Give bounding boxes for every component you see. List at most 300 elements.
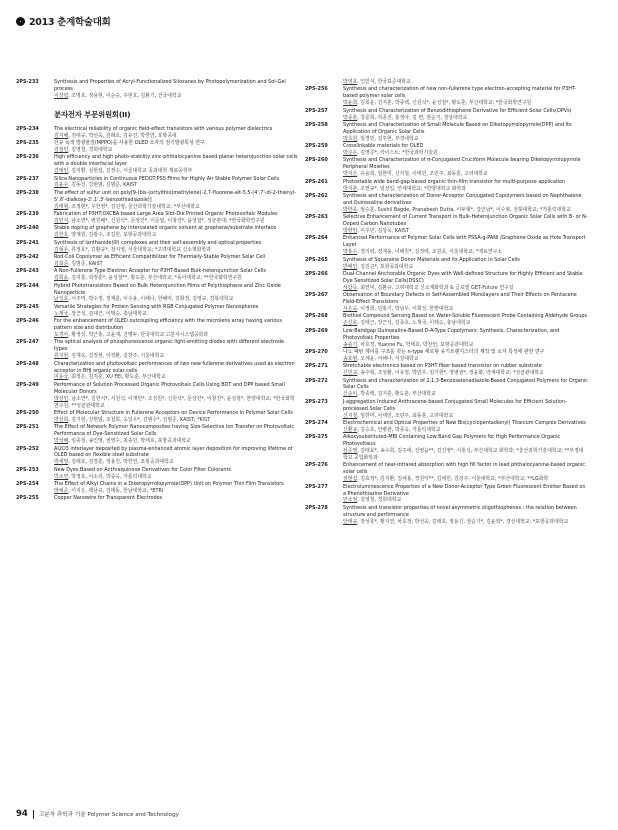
co-authors-affiliation: , 박종백, 김지훈, 황도훈, 부산대학교 [357, 391, 436, 398]
poster-authors [343, 427, 588, 434]
poster-body [54, 495, 299, 502]
poster-id: 2PS-250 [16, 409, 39, 416]
poster-title: Synthesis and transistor properties of novel asymmetric oligothiophenes : the relation between structure and performance [343, 504, 577, 518]
poster-authors [54, 374, 299, 381]
presenting-author: 심현섭 [343, 476, 358, 483]
presenting-author: 도경아 [54, 332, 69, 338]
poster-entry [305, 505, 588, 526]
poster-entry [305, 122, 588, 143]
poster-authors [343, 228, 588, 235]
poster-entry [305, 420, 588, 434]
poster-title: 나노 패턴 제어를 구조를 갖는 n-type 세로형 유기트랜지스터의 제작 및 소자 특성에 관한 연구 [343, 348, 545, 355]
presenting-author: 박세영 [54, 459, 69, 466]
poster-body [54, 176, 299, 190]
presenting-author: 신지철 [343, 412, 358, 419]
presenting-author: 박지훈 [343, 185, 358, 192]
poster-title: The electrical reliability of organic field-effect transistors with various polymer dielectrics [54, 125, 273, 132]
poster-title: The Effect of Network Polymer Nanocomposites having Size-Selective Ion Transfer on Photovoltaic Performance of Dye-Sensitized Solar Cells [54, 424, 295, 438]
co-authors-affiliation: , 임한미, 이태민, 조민주, 최동훈, 고려대학교 [357, 412, 454, 419]
poster-id: 2PS-238 [16, 189, 39, 196]
poster-entry [305, 157, 588, 178]
poster-body [343, 86, 588, 107]
poster-entry [16, 481, 299, 495]
poster-title: Silica Nanoparticles in Continuous PEDOT:PSS Films for Highly Air Stable Polymer Solar Cells [54, 175, 280, 182]
poster-title: New Dyes Based on Anthraquinone Derivatives for Color Filter Colorants [54, 466, 231, 473]
presenting-author: 박초원 [343, 135, 358, 142]
poster-authors [54, 417, 299, 424]
poster-title: Effect of Molecular Structure in Fullerene Acceptors on Device Performance in Polymer Solar Cells [54, 409, 293, 416]
poster-id: 2PS-258 [305, 121, 328, 128]
poster-authors [343, 264, 588, 271]
poster-authors [343, 519, 588, 526]
poster-title: A Non-Fullerene Type Electron Acceptor for P3HT-Based Bulk-heterojunction Solar Cells [54, 268, 266, 275]
poster-body [54, 79, 299, 100]
co-authors-affiliation: , 김태근, 장근석, 김종호, 노재국, 이택승, 충남대학교 [357, 320, 471, 327]
presenting-author: 박영호 [343, 79, 358, 85]
poster-authors [343, 391, 588, 398]
poster-title: Synthesis and Characterization of π-Conjugated Cruciform Molecule bearing Diketopyrrolopyrrole Peripheral Moieties [343, 157, 581, 171]
poster-body [343, 328, 588, 349]
poster-body [343, 143, 588, 157]
poster-id: 2PS-244 [16, 282, 39, 289]
poster-body [343, 399, 588, 420]
poster-title: Low-Bandgap Quinoxaline-Based D-A-Type Copolymers: Synthesis, Characterization, and Photovoltaic Properties [343, 327, 560, 341]
presenting-author: 노재국 [54, 310, 69, 317]
poster-authors [343, 100, 588, 107]
co-authors-affiliation: , 김범준, KAIST [68, 260, 103, 267]
presenting-author: 박지은 [343, 171, 358, 178]
presenting-author: 반배민 [343, 263, 358, 270]
poster-body [54, 304, 299, 318]
poster-body [343, 292, 588, 313]
poster-entry [16, 254, 299, 268]
presenting-author: 김한호 [54, 232, 69, 239]
co-authors-affiliation: , 김영철, 경희대학교 [357, 497, 402, 504]
poster-entry [305, 484, 588, 505]
poster-body [54, 361, 299, 382]
presenting-author: 김지혜 [54, 132, 69, 139]
poster-authors [343, 285, 588, 292]
presenting-author: 김민식 [54, 218, 69, 224]
poster-authors [343, 171, 588, 178]
poster-authors [54, 396, 299, 410]
poster-authors [54, 232, 299, 239]
co-authors-affiliation: , 이지은, 백남규, 김태동, 한남대학교; *ETRI [68, 487, 164, 494]
poster-authors [54, 275, 299, 282]
poster-body [54, 254, 299, 268]
co-authors-affiliation: , 강문희, 허종진, 홍정아, 김 련, 권순기, 경상대학교 [357, 114, 468, 121]
poster-entry [16, 225, 299, 239]
poster-authors [343, 476, 588, 483]
poster-title: Copper Nanowire for Transparent Electrodes [54, 495, 163, 502]
co-authors-affiliation: , 김지훈, 곽정훈*, 윤성철**, 황도훈, 부산대학교; *동아대학교; **한국화학연구원 [68, 275, 242, 282]
presenting-author: 서갑득 [343, 284, 358, 291]
poster-entry [305, 257, 588, 271]
co-authors-affiliation: , 조명호, 정용현, 이순승, 주현호, 김환기, 건국대학교 [68, 92, 182, 99]
presenting-author: 서은숙 [343, 306, 358, 312]
poster-id: 2PS-273 [305, 398, 328, 405]
presenting-author: 신순이 [343, 391, 358, 398]
poster-title: Synthesis and characterization of Donor-Acceptor Conjugated Copolymers based on Naphthalene and Quinoxaline derivatives [343, 193, 582, 206]
presenting-author: 박준우 [343, 150, 358, 157]
poster-id: 2PS-256 [305, 86, 328, 93]
poster-entry [16, 424, 299, 445]
presenting-author: 김희준 [54, 260, 69, 267]
poster-entry [16, 154, 299, 175]
poster-id: 2PS-246 [16, 318, 39, 325]
poster-body [54, 140, 299, 154]
poster-body [343, 79, 588, 86]
poster-entry [16, 467, 299, 481]
poster-entry [305, 86, 588, 107]
conference-title: 2013 춘계학술대회 [29, 17, 111, 28]
presenting-author: 안태규 [343, 518, 358, 525]
poster-title: Alkoxysubstituted-MBI Containing Low Band Gap Polymers for High Performance Organic Photovoltaics [343, 434, 561, 448]
poster-authors [343, 79, 588, 86]
poster-entry [16, 126, 299, 140]
co-authors-affiliation: , 임종철, 송인영, 권영수, 최종민, 박태호, 포항공과대학교 [68, 438, 191, 445]
poster-authors [54, 147, 299, 154]
co-authors-affiliation: , 김승호, 안병관, 박종옥, 가톨릭대학교 [357, 426, 441, 433]
poster-body [54, 410, 299, 424]
poster-body [54, 318, 299, 339]
poster-authors [54, 459, 299, 466]
poster-entry [16, 283, 299, 304]
poster-id: 2PS-276 [305, 462, 328, 469]
program-listing [16, 79, 588, 799]
poster-authors [343, 207, 588, 214]
poster-title: Synthesis and characterization of new non-fullerene type electron-accepting material for P3HT-based polymer solar cells [343, 86, 577, 100]
co-authors-affiliation: , 정의력, 정재용, 이해원*, 김경태, 조원호, 서울대학교; *재료연구소 [357, 249, 503, 256]
poster-entry [16, 382, 299, 410]
poster-title: Rod-Coil Copolymer as Efficient Compatibilizer for Thermally-Stable Polymer Solar Cell [54, 254, 266, 261]
co-authors-affiliation: , 서주역, 박수정, 정재훈, 이수용, 이해나, 한혜미, 김화정, 김영규, 경북대학교 [68, 296, 234, 303]
co-authors-affiliation: , 김지환, 심현섭, 김정수, 서울대학교 공과대학 재료공학부 [68, 168, 193, 175]
presenting-author: 신민교 [343, 370, 358, 377]
poster-authors [54, 247, 299, 254]
poster-entry [16, 190, 299, 211]
poster-title: Electroluminescence Properties of a New Donor-Acceptor Type Green Fluorescent Emitter Based on a Phenothiazine Derivative [343, 483, 586, 497]
poster-id: 2PS-242 [16, 254, 39, 261]
section-heading: 분자전자 부문위원회(II) [54, 109, 131, 119]
poster-body [54, 268, 299, 282]
poster-id: 2PS-251 [16, 424, 39, 431]
poster-authors [343, 249, 588, 256]
poster-id: 2PS-275 [305, 434, 328, 441]
co-authors-affiliation: , 김기현, 강현범, 조철희, 옥일우*, 김범수*, 김범준, KAIST; *KIST [68, 416, 211, 423]
co-authors-affiliation: , 장성훈*, 황지연, 차호정, 박선욱, 김래호, 정용진, 권순기*, 김윤희*, 경상대학교; *포항공과대학교 [357, 518, 569, 525]
co-authors-affiliation: , 김영준*, 카이스트; *한국과학기술원 [357, 150, 438, 157]
page-number: 94 [16, 809, 28, 819]
poster-authors [54, 296, 299, 303]
poster-entry [16, 268, 299, 282]
co-authors-affiliation: , 김희윤, 김지훈, 박종백, 신원석*, 윤성철*, 황도훈, 부산대학교; *한국화학연구원 [357, 100, 532, 107]
poster-entry [16, 304, 299, 318]
poster-entry [305, 349, 588, 363]
poster-title: Photostable wide band-gap based organic thin-film transistor for multi-purpose application [343, 178, 566, 185]
poster-authors [343, 306, 588, 313]
poster-body [54, 446, 299, 467]
poster-title: Versatile Strategies for Protein Sensing with RGB Conjugated Polymer Nanospheres [54, 303, 259, 310]
poster-entry [305, 79, 588, 86]
co-authors-affiliation: , 송주혁, 조성환, 이유정, 박민우, 임기현*, 정병권*, 정윤화, 연세대학교; *성균관대학교 [357, 370, 544, 377]
poster-title: Crosslinkable materials for OLED [343, 143, 424, 150]
poster-title: High efficiency and high photo-stability zinc-phthalocyanine based planar heterojunction solar cells with a double interfacial layer [54, 154, 298, 168]
presenting-author: 미동국 [54, 374, 69, 381]
poster-id: 2PS-247 [16, 339, 39, 346]
poster-entry [305, 235, 588, 256]
co-authors-affiliation: , 최언덕, 김환규, 고려대학교 신소재화학과 & 글로벌 GET-Future 연구실 [357, 284, 514, 291]
presenting-author: 김형우 [54, 246, 69, 253]
poster-entry [16, 140, 299, 154]
presenting-author: 박한욱 [343, 206, 358, 213]
poster-title: Enhancement of near-infrared absorption with high fill factor in lead phthalocyanine-based organic solar cells [343, 462, 586, 476]
poster-id: 2PS-257 [305, 107, 328, 114]
poster-body [54, 382, 299, 410]
poster-entry [305, 462, 588, 483]
poster-entry [305, 399, 588, 420]
presenting-author: 김태형 [54, 203, 69, 210]
poster-id: 2PS-262 [305, 193, 328, 199]
presenting-author: 박성혜 [54, 438, 69, 445]
poster-id: 2PS-265 [305, 256, 328, 263]
presenting-author: 류지현 [54, 353, 69, 360]
presenting-author: 신환규 [343, 426, 358, 433]
co-authors-affiliation: , 엄승훈, Sushil Bagde, Pranabesh Dutta, 이두형*, 강인남*, 이수형, 전북대학교; *가톨릭대학교 [357, 206, 571, 213]
poster-id: 2PS-267 [305, 292, 328, 299]
poster-title: J-aggregation Induced Anthracene-based Conjugated Small Molecules for Efficient Solution-processed Solar Cells [343, 398, 567, 412]
poster-entry [305, 214, 588, 235]
co-authors-affiliation: , 최정은, 김지훈, XU FEI, 황도훈, 부산대학교 [68, 374, 166, 381]
poster-body [343, 420, 588, 434]
poster-title: Synthesis of Squaraine Donor Materials and its Application in Solar Cells [343, 256, 520, 263]
poster-body [343, 122, 588, 143]
poster-entry [16, 240, 299, 254]
poster-body [343, 484, 588, 505]
poster-title: Performance of Solution Processed Organic Photovoltaic Cells Using BDT and DPP based Small Molecular Donors [54, 381, 285, 395]
poster-id: 2PS-241 [16, 239, 39, 246]
poster-id: 2PS-243 [16, 268, 39, 275]
poster-authors [54, 182, 299, 189]
right-column [305, 79, 588, 799]
poster-entry [305, 143, 588, 157]
page-header [16, 14, 111, 28]
presenting-author: 손신호 [343, 320, 358, 327]
poster-authors [54, 311, 299, 318]
footer-divider [33, 810, 34, 819]
co-authors-affiliation: , 류정호*, 김환규*, 장지영, 서울대학교; *고려대학교 신소재화학과 [68, 246, 211, 253]
page-footer [16, 809, 179, 819]
co-authors-affiliation: , 이주민, 김상욱, KAIST [357, 228, 409, 235]
poster-title: Al2O3 interlayer deposited by plasma-enhanced atomic layer deposition for improving lifetime of OLED based on flexible steel substrate [54, 445, 293, 459]
poster-title: Synthesis and Characterization of Benzodithiophene Derivative for Efficient Solar Cells(OPVs) [343, 107, 572, 114]
poster-title: Biothiol Compound Sensing Based on Water-Soluble Fluorescent Probe Containing Aldehyde Groups [343, 313, 588, 320]
journal-name: 고분자 과학과 기술 Polymer Science and Technology [38, 812, 179, 818]
co-authors-affiliation: , 전태규, 박선욱, 김래호, 김유진, 박한연, 포항공대 [68, 132, 177, 139]
poster-id: 2PS-263 [305, 214, 328, 221]
poster-authors [54, 133, 299, 140]
poster-body [343, 505, 588, 526]
bullet-circle-icon [16, 17, 25, 26]
poster-id: 2PS-264 [305, 235, 328, 242]
co-authors-affiliation: , 장근석, 김대근, 이택승, 충남대학교 [68, 310, 147, 317]
poster-authors [54, 353, 299, 360]
poster-id: 2PS-274 [305, 420, 328, 426]
poster-title: Stretchable electronics based on P3HT fiber based transistor on rubber substrate [343, 363, 542, 370]
poster-title: Hybrid Phototransistors Based on Bulk Heterojunction Films of Polythiophene and Zinc Oxide Nanoparticle [54, 282, 281, 296]
presenting-author: 박예준 [54, 487, 69, 494]
poster-body [343, 193, 588, 214]
poster-entry [305, 434, 588, 462]
co-authors-affiliation: , 양재원, 김광수, 조길원, 포항공과대학교 [68, 232, 157, 239]
poster-body [343, 434, 588, 462]
poster-body [54, 126, 299, 140]
co-authors-affiliation: , 조정현*, 우한영*, 김진영, 울산과학기술대학교; *부산대학교 [68, 203, 200, 210]
poster-body [343, 179, 588, 193]
poster-authors [54, 488, 299, 495]
poster-authors [343, 115, 588, 122]
presenting-author: 김태민 [54, 168, 69, 175]
co-authors-affiliation: , 박정호, 이소리, 박종옥, 가톨릭대학교 [68, 473, 152, 480]
poster-id: 2PS-261 [305, 178, 328, 185]
poster-title: Synthesis and Properties of Acryl-Functionalized Siloxanes by Photopolymerization and Sol-Gel process [54, 79, 286, 92]
poster-title: For the enhancement of OLED outcoupling efficiency with the microlens array having various pattern size and distribution [54, 318, 282, 332]
poster-body [343, 313, 588, 327]
co-authors-affiliation: , 임경민, 김주현, 부경대학교 [357, 135, 419, 142]
presenting-author: 안소영 [343, 497, 358, 504]
co-authors-affiliation: , 남소연*, 변원배*, 신원석*, 문상진*, 이준엽, 이창진*, 윤성철*, 성균관대; *한국화학연구원 [68, 218, 265, 224]
poster-title: The optical analysis of phosphorescence organic light-emitting diodes with different electrode types [54, 339, 285, 353]
poster-id: 2PS-237 [16, 175, 39, 182]
poster-body [343, 257, 588, 271]
poster-title: Fabrication of P3HT:OXCBA based Large Area Slot-Die Printed Organic Photovoltaic Modules [54, 211, 278, 218]
poster-body [343, 363, 588, 377]
poster-body [343, 157, 588, 178]
poster-title: Observation of Boundary Defects in Self-Assembled Monolayers and Their Effects on Pentacene Field-Effect Transistors [343, 292, 577, 306]
poster-title: The effect of sulfur unit on poly[9-(bis-(octylthio)methylene)-2,7-fluorene-alt-5,5-(4',7'-di-2-thienyl-5',6'-dialkoxy-2',1',3'-benzothiadiazole)] [54, 189, 297, 203]
poster-entry [305, 193, 588, 214]
presenting-author: 박종훈 [343, 114, 358, 121]
poster-id: 2PS-240 [16, 225, 39, 232]
poster-body [343, 108, 588, 122]
poster-entry [16, 318, 299, 339]
poster-authors [54, 93, 299, 100]
poster-id: 2PS-255 [16, 495, 39, 502]
poster-entry [305, 328, 588, 349]
poster-authors [54, 168, 299, 175]
co-authors-affiliation: , 차호정, Yuanne Fu, 박태호, 박찬언, 포항공과대학교 [357, 341, 474, 348]
poster-body [54, 240, 299, 254]
poster-authors [343, 356, 588, 363]
poster-id: 2PS-252 [16, 445, 39, 452]
poster-authors [343, 448, 588, 462]
poster-title: Enhanced Performance of Polymer Solar Cells with PSSA-g-PANI /Graphene Oxide as Hole Transport Layer [343, 235, 586, 249]
poster-body [54, 190, 299, 211]
co-authors-affiliation: , 김효정*, 김지환, 김세용, 정원익**, 김태민, 김장주, 서울대학교; *부산대학교; **LG화학 [357, 476, 549, 483]
poster-entry [16, 446, 299, 467]
presenting-author: 김희윤 [54, 275, 69, 282]
poster-authors [343, 320, 588, 327]
poster-id: 2PS-259 [305, 143, 328, 150]
poster-title: Synthesis and Characterization of Small Molecule Based on Diketopyrrolopyrrole(DPP) and Its Application of Organic Solar Cells [343, 121, 572, 135]
poster-body [343, 378, 588, 399]
poster-id: 2PS-239 [16, 211, 39, 218]
presenting-author: 박선희 [54, 416, 69, 423]
presenting-author: 심준영 [343, 448, 358, 455]
poster-title: Dual-Channel Anchorable Organic Dyes with Well-defined Structure for Highly Efficient and Stable Dye Sensitized Solar Cells(DSSC) [343, 270, 583, 284]
presenting-author: 박상민 [54, 395, 69, 402]
poster-body [54, 225, 299, 239]
poster-body [343, 235, 588, 256]
poster-title: Electrochemical and Optical Properties of New Bis(cyclopentadienyl) Titanium Complex Derivatives [343, 420, 586, 426]
poster-entry [305, 313, 588, 327]
poster-body [54, 481, 299, 495]
poster-body [343, 349, 588, 363]
presenting-author: 김철민 [54, 146, 69, 153]
poster-entry [16, 211, 299, 225]
co-authors-affiliation: , 남소연*, 김한서*, 서원석, 이재민*, 조성원*, 신원석*, 문상진*, 이창진*, 윤성철*, 한양대학교; *한국화학연구원; **성균관대학교 [54, 395, 295, 409]
poster-id: 2PS-266 [305, 270, 328, 277]
presenting-author: 남성호 [54, 296, 69, 303]
poster-entry [16, 339, 299, 360]
poster-id [305, 79, 343, 86]
poster-entry [305, 363, 588, 377]
co-authors-affiliation: , 김동진, 강현범, 김범준, KAIST [68, 182, 138, 189]
poster-authors [54, 204, 299, 211]
co-authors-affiliation: , 이정희, 민홍기, 박남우, 이희성, 한밭대학교 [357, 306, 454, 312]
poster-authors [54, 474, 299, 481]
poster-body [54, 467, 299, 481]
poster-body [54, 283, 299, 304]
poster-body [343, 271, 588, 292]
poster-entry [16, 410, 299, 424]
poster-authors [343, 186, 588, 193]
poster-id: 2PS-271 [305, 363, 328, 370]
poster-id: 2PS-235 [16, 140, 39, 147]
poster-id: 2PS-253 [16, 466, 39, 473]
poster-body [54, 211, 299, 225]
poster-authors [54, 261, 299, 268]
poster-entry [16, 495, 299, 502]
poster-id: 2PS-234 [16, 125, 39, 132]
poster-id: 2PS-277 [305, 483, 328, 490]
co-authors-affiliation: , 황정석, 박근홍, 고윤재, 진병두, 단국대학교 고분자시스템공학과 [68, 332, 209, 338]
presenting-author: 박윤희 [343, 100, 358, 107]
poster-id: 2PS-278 [305, 504, 328, 511]
poster-body [343, 462, 588, 483]
presenting-author: 박소연 [54, 473, 69, 480]
co-authors-affiliation: , 김영철, 경희대학교 [68, 146, 113, 153]
co-authors-affiliation: , 김재욱, 김정현, 이정환, 김장주, 서울대학교 [68, 353, 165, 360]
poster-body [54, 154, 299, 175]
poster-authors [343, 370, 588, 377]
poster-body [343, 214, 588, 235]
poster-title: Characterization and photovoltaic performances of two new fullerene derivatives used as electron acceptor in BHJ organic solar cells [54, 360, 295, 374]
poster-id: 2PS-236 [16, 154, 39, 161]
presenting-author: 송호범 [343, 355, 358, 362]
co-authors-affiliation: , 유용희, 임한미, 신지철, 이태민, 조민주, 최동훈, 고려대학교 [357, 171, 488, 178]
left-column [16, 79, 299, 799]
poster-entry [16, 176, 299, 190]
poster-authors [54, 218, 299, 225]
poster-id: 2PS-260 [305, 157, 328, 164]
poster-title: Synthesis and characterization of 2,1,3-Benzoselenadiazole-Based Conjugated Polymers for Organic Solar Cells [343, 377, 588, 391]
presenting-author: 박홍수 [343, 249, 358, 256]
poster-title: Stable doping of graphene by intercalated organic solvent at graphene/substrate interface [54, 225, 277, 232]
poster-id: 2PS-233 [16, 79, 39, 85]
poster-id: 2PS-272 [305, 377, 328, 384]
co-authors-affiliation: , 김진곤*, 포항공과대학교 [357, 263, 414, 270]
